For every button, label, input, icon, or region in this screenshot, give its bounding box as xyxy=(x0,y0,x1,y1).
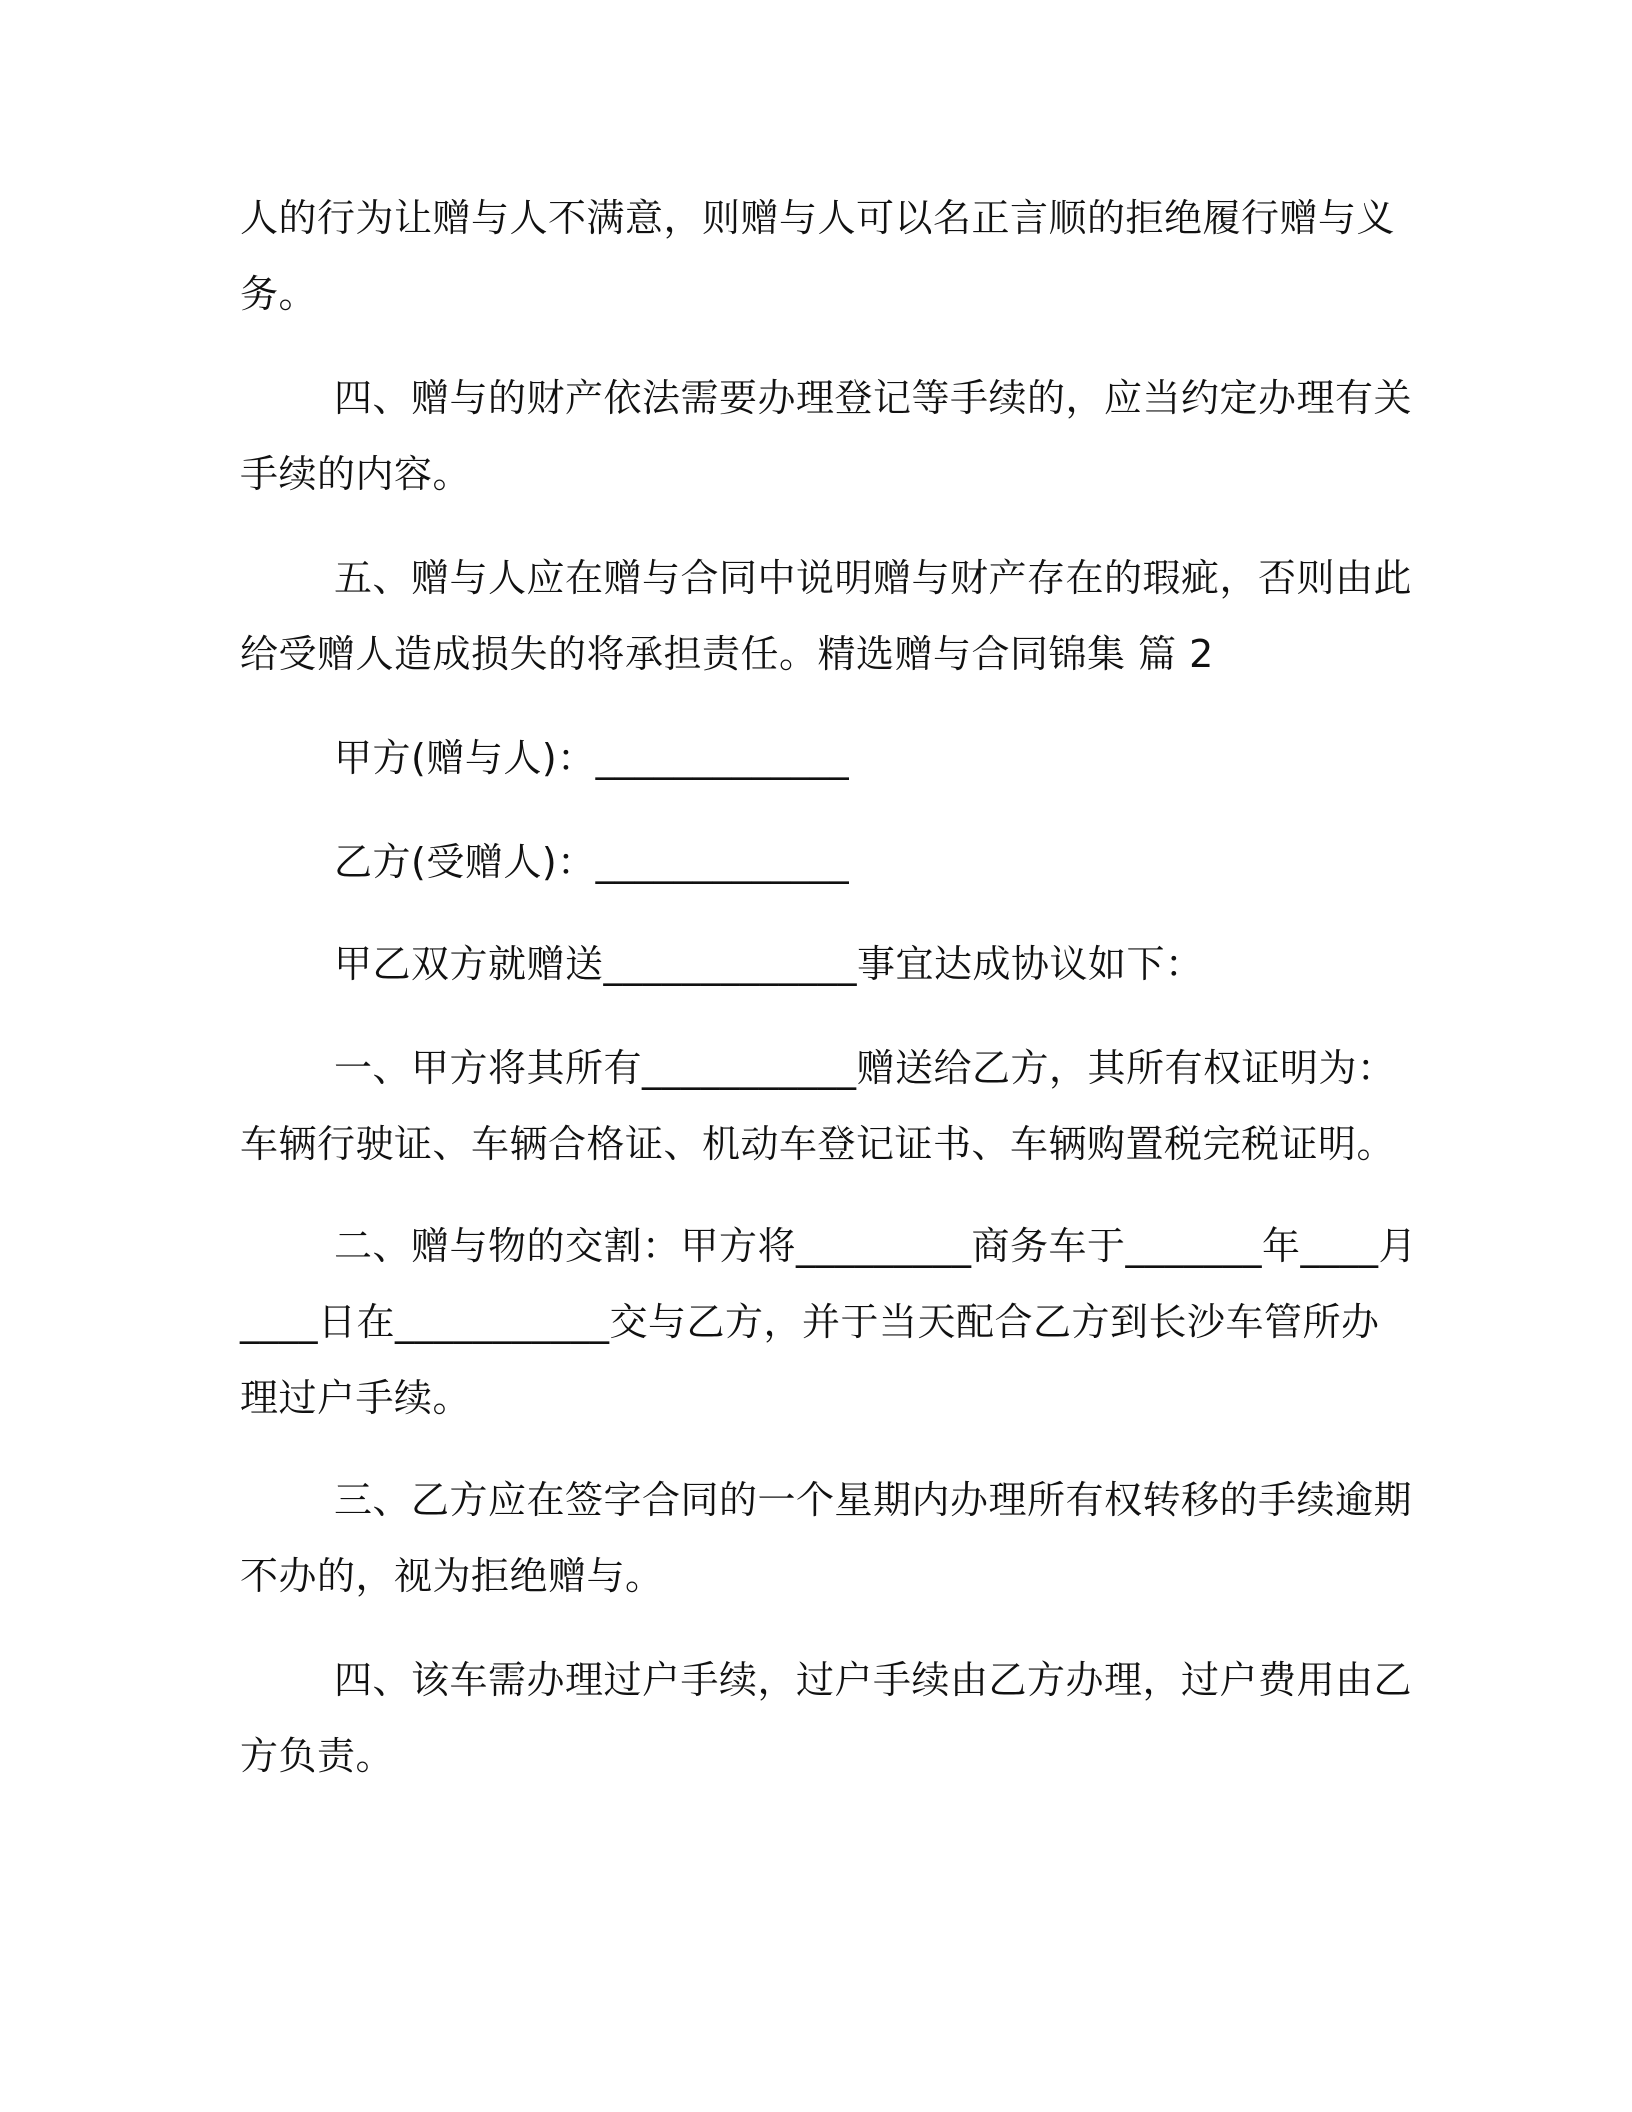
paragraph-line: 给受赠人造成损失的将承担责任。精选赠与合同锦集 篇 2 xyxy=(240,632,1214,676)
paragraph-line: 理过户手续。 xyxy=(240,1376,472,1420)
paragraph-line: 车辆行驶证、车辆合格证、机动车登记证书、车辆购置税完税证明。 xyxy=(240,1122,1396,1166)
party-b-field: 乙方(受赠人)：_____________ xyxy=(334,840,850,884)
paragraph-line: 三、乙方应在签字合同的一个星期内办理所有权转移的手续逾期 xyxy=(334,1478,1413,1522)
paragraph-line: ____日在___________交与乙方，并于当天配合乙方到长沙车管所办 xyxy=(240,1300,1380,1344)
paragraph-line: 不办的，视为拒绝赠与。 xyxy=(240,1554,664,1598)
party-a-field: 甲方(赠与人)：_____________ xyxy=(334,736,850,780)
paragraph-line: 务。 xyxy=(240,272,318,316)
paragraph-line: 方负责。 xyxy=(240,1734,395,1778)
paragraph-line: 人的行为让赠与人不满意，则赠与人可以名正言顺的拒绝履行赠与义 xyxy=(240,196,1396,240)
agreement-intro: 甲乙双方就赠送_____________事宜达成协议如下： xyxy=(334,942,1204,986)
paragraph-line: 一、甲方将其所有___________赠送给乙方，其所有权证明为： xyxy=(334,1046,1396,1090)
paragraph-line: 手续的内容。 xyxy=(240,452,472,496)
paragraph-line: 四、赠与的财产依法需要办理登记等手续的，应当约定办理有关 xyxy=(334,376,1413,420)
paragraph-line: 二、赠与物的交割：甲方将_________商务车于_______年____月 xyxy=(334,1224,1418,1268)
paragraph-line: 五、赠与人应在赠与合同中说明赠与财产存在的瑕疵，否则由此 xyxy=(334,556,1413,600)
paragraph-line: 四、该车需办理过户手续，过户手续由乙方办理，过户费用由乙 xyxy=(334,1658,1413,1702)
